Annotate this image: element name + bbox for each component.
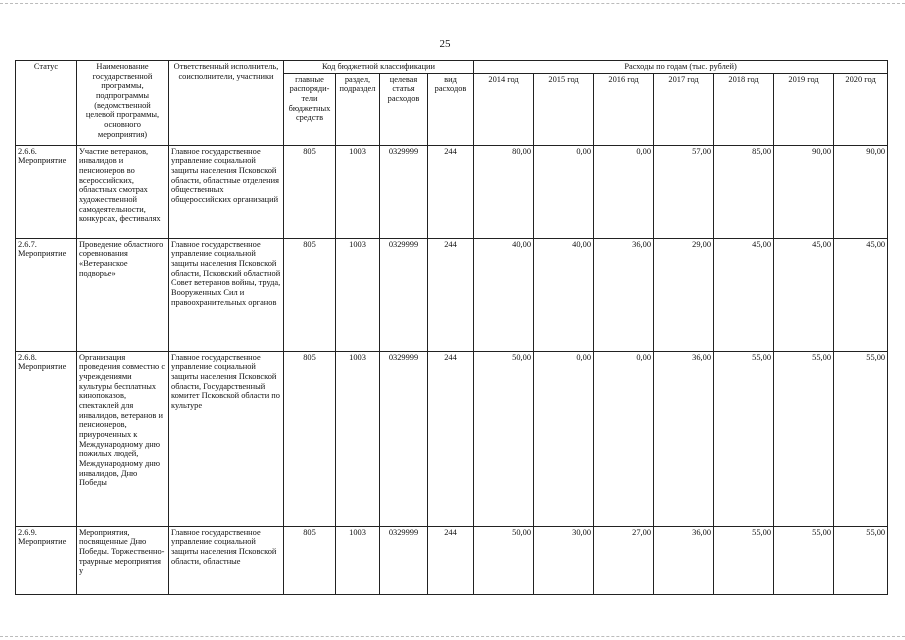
scan-bottom-edge — [0, 636, 905, 637]
value-cell: 30,00 — [534, 526, 594, 594]
header-year: 2016 год — [594, 73, 654, 145]
value-cell: 57,00 — [654, 145, 714, 238]
value-cell: 0,00 — [534, 351, 594, 526]
row-code: 2.6.7. — [18, 239, 37, 249]
grbs-cell: 805 — [284, 526, 336, 594]
header-year: 2015 год — [534, 73, 594, 145]
value-cell: 0,00 — [594, 145, 654, 238]
header-expenses: Расходы по годам (тыс. рублей) — [474, 61, 888, 74]
value-cell: 29,00 — [654, 238, 714, 351]
budget-table — [15, 60, 888, 595]
value-cell: 36,00 — [654, 526, 714, 594]
header-target: целевая статья расходов — [380, 73, 428, 145]
responsible-cell: Главное государственное управление социальной защиты населения Псковской области, областные отделения общественных общероссийских организаций — [169, 145, 284, 238]
header-year: 2017 год — [654, 73, 714, 145]
value-cell: 90,00 — [834, 145, 888, 238]
table-row — [16, 145, 888, 238]
row-status: Мероприятие — [18, 537, 67, 547]
value-cell: 55,00 — [774, 526, 834, 594]
section-cell: 1003 — [336, 145, 380, 238]
value-cell: 55,00 — [834, 526, 888, 594]
value-cell: 36,00 — [594, 238, 654, 351]
header-type: вид расходов — [428, 73, 474, 145]
header-year: 2014 год — [474, 73, 534, 145]
header-budget-code: Код бюджетной классификации — [284, 61, 474, 74]
scan-top-edge — [0, 3, 905, 4]
table-row — [16, 351, 888, 526]
type-cell: 244 — [428, 526, 474, 594]
header-status: Статус — [16, 61, 77, 146]
header-year: 2018 год — [714, 73, 774, 145]
name-cell: Участие ветеранов, инвалидов и пенсионеров во всероссийских, областных смотрах художественной самодеятельности, конкурсах, фестивалях — [77, 145, 169, 238]
value-cell: 45,00 — [834, 238, 888, 351]
name-cell: Мероприятия, посвященные Дню Победы. Торжественно-траурные мероприятия у — [77, 526, 169, 594]
value-cell: 55,00 — [714, 526, 774, 594]
target-cell: 0329999 — [380, 526, 428, 594]
value-cell: 80,00 — [474, 145, 534, 238]
row-code: 2.6.9. — [18, 527, 37, 537]
value-cell: 0,00 — [534, 145, 594, 238]
responsible-cell: Главное государственное управление социальной защиты населения Псковской области, областные — [169, 526, 284, 594]
value-cell: 45,00 — [774, 238, 834, 351]
grbs-cell: 805 — [284, 145, 336, 238]
header-name: Наименование государственной программы, подпрограммы (ведомственной целевой программы, основного мероприятия) — [77, 61, 169, 146]
table-row — [16, 238, 888, 351]
name-cell: Организация проведения совместно с учреждениями культуры бесплатных кинопоказов, спектаклей для инвалидов, ветеранов и пенсионеров, приуроченных к Международному дню пожилых людей, Международному дню инвалидов, Дню Победы — [77, 351, 169, 526]
header-responsible: Ответственный исполнитель, соисполнители, участники — [169, 61, 284, 146]
page-number: 25 — [439, 38, 451, 50]
row-code: 2.6.8. — [18, 352, 37, 362]
section-cell: 1003 — [336, 526, 380, 594]
row-code: 2.6.6. — [18, 146, 37, 156]
type-cell: 244 — [428, 238, 474, 351]
responsible-cell: Главное государственное управление социальной защиты населения Псковской области, Псковский областной Совет ветеранов войны, труда, Вооруженных Сил и правоохранительных органов — [169, 238, 284, 351]
value-cell: 40,00 — [474, 238, 534, 351]
value-cell: 55,00 — [774, 351, 834, 526]
status-cell — [16, 238, 77, 351]
value-cell: 50,00 — [474, 526, 534, 594]
target-cell: 0329999 — [380, 351, 428, 526]
status-cell — [16, 526, 77, 594]
section-cell: 1003 — [336, 238, 380, 351]
value-cell: 85,00 — [714, 145, 774, 238]
header-section: раздел, подраздел — [336, 73, 380, 145]
name-cell: Проведение областного соревнования «Ветеранское подворье» — [77, 238, 169, 351]
type-cell: 244 — [428, 145, 474, 238]
grbs-cell: 805 — [284, 238, 336, 351]
value-cell: 90,00 — [774, 145, 834, 238]
value-cell: 55,00 — [834, 351, 888, 526]
value-cell: 36,00 — [654, 351, 714, 526]
table-row — [16, 526, 888, 594]
value-cell: 50,00 — [474, 351, 534, 526]
grbs-cell: 805 — [284, 351, 336, 526]
row-status: Мероприятие — [18, 362, 67, 372]
value-cell: 27,00 — [594, 526, 654, 594]
row-status: Мероприятие — [18, 156, 67, 166]
value-cell: 0,00 — [594, 351, 654, 526]
header-year: 2020 год — [834, 73, 888, 145]
value-cell: 45,00 — [714, 238, 774, 351]
header-grbs: главные распоряди-тели бюджетных средств — [284, 73, 336, 145]
responsible-cell: Главное государственное управление социальной защиты населения Псковской области, Государственный комитет Псковской области по культуре — [169, 351, 284, 526]
target-cell: 0329999 — [380, 145, 428, 238]
status-cell — [16, 351, 77, 526]
value-cell: 40,00 — [534, 238, 594, 351]
row-status: Мероприятие — [18, 249, 67, 259]
header-year: 2019 год — [774, 73, 834, 145]
type-cell: 244 — [428, 351, 474, 526]
value-cell: 55,00 — [714, 351, 774, 526]
status-cell — [16, 145, 77, 238]
section-cell: 1003 — [336, 351, 380, 526]
target-cell: 0329999 — [380, 238, 428, 351]
